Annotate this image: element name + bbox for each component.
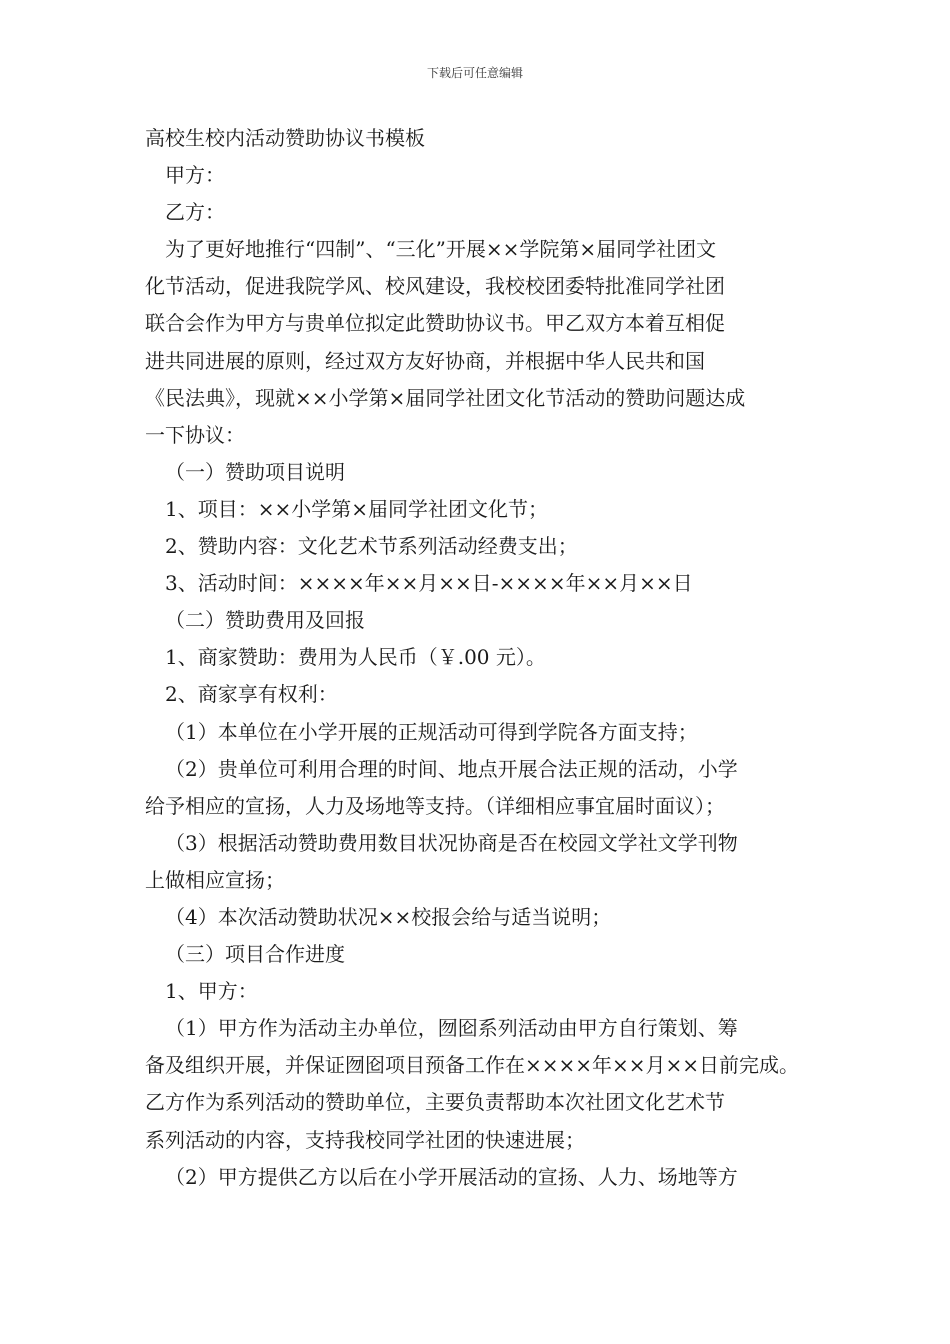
document-line: （三）项目合作进度 bbox=[165, 942, 345, 967]
document-line: 进共同进展的原则，经过双方友好协商，并根据中华人民共和国 bbox=[145, 348, 705, 373]
document-line: （2）甲方提供乙方以后在小学开展活动的宣扬、人力、场地等方 bbox=[165, 1164, 738, 1189]
document-line: 化节活动，促进我院学风、校风建设，我校校团委特批准同学社团 bbox=[145, 274, 725, 299]
document-line: （4）本次活动赞助状况××校报会给与适当说明； bbox=[165, 904, 612, 929]
document-line: 1、甲方： bbox=[165, 979, 258, 1004]
document-line: 一下协议： bbox=[145, 422, 245, 447]
document-line: 为了更好地推行“四制”、“三化”开展××学院第×届同学社团文 bbox=[165, 237, 717, 262]
document-line: 1、商家赞助：费用为人民币（￥.00 元）。 bbox=[165, 645, 546, 670]
document-line: （一）赞助项目说明 bbox=[165, 459, 345, 484]
document-line: 1、项目：××小学第×届同学社团文化节； bbox=[165, 496, 548, 521]
document-line: （1）本单位在小学开展的正规活动可得到学院各方面支持； bbox=[165, 719, 698, 744]
document-line: 给予相应的宣扬，人力及场地等支持。（详细相应事宜届时面议）； bbox=[145, 793, 725, 818]
document-body bbox=[145, 120, 815, 1196]
document-line: 《民法典》，现就××小学第×届同学社团文化节活动的赞助问题达成 bbox=[145, 385, 746, 410]
document-line: 备及组织开展，并保证囫囵项目预备工作在××××年××月××日前完成。 bbox=[145, 1053, 800, 1078]
document-line: 上做相应宣扬； bbox=[145, 867, 285, 892]
document-line: 3、活动时间：××××年××月××日-××××年××月××日 bbox=[165, 571, 693, 596]
document-line: （二）赞助费用及回报 bbox=[165, 608, 365, 633]
document-line: 系列活动的内容，支持我校同学社团的快速进展； bbox=[145, 1127, 585, 1152]
document-line: （3）根据活动赞助费用数目状况协商是否在校园文学社文学刊物 bbox=[165, 830, 738, 855]
document-line: 乙方作为系列活动的赞助单位，主要负责帮助本次社团文化艺术节 bbox=[145, 1090, 725, 1115]
document-line: 联合会作为甲方与贵单位拟定此赞助协议书。甲乙双方本着互相促 bbox=[145, 311, 725, 336]
document-line: （2）贵单位可利用合理的时间、地点开展合法正规的活动，小学 bbox=[165, 756, 738, 781]
document-line: 2、赞助内容：文化艺术节系列活动经费支出； bbox=[165, 534, 578, 559]
page-header: 下载后可任意编辑 bbox=[426, 66, 523, 80]
document-line: （1）甲方作为活动主办单位，囫囵系列活动由甲方自行策划、筹 bbox=[165, 1016, 738, 1041]
document-line: 甲方： bbox=[165, 163, 225, 188]
document-title: 高校生校内活动赞助协议书模板 bbox=[145, 126, 425, 150]
document-line: 乙方： bbox=[165, 200, 225, 225]
document-line: 2、商家享有权利： bbox=[165, 682, 338, 707]
